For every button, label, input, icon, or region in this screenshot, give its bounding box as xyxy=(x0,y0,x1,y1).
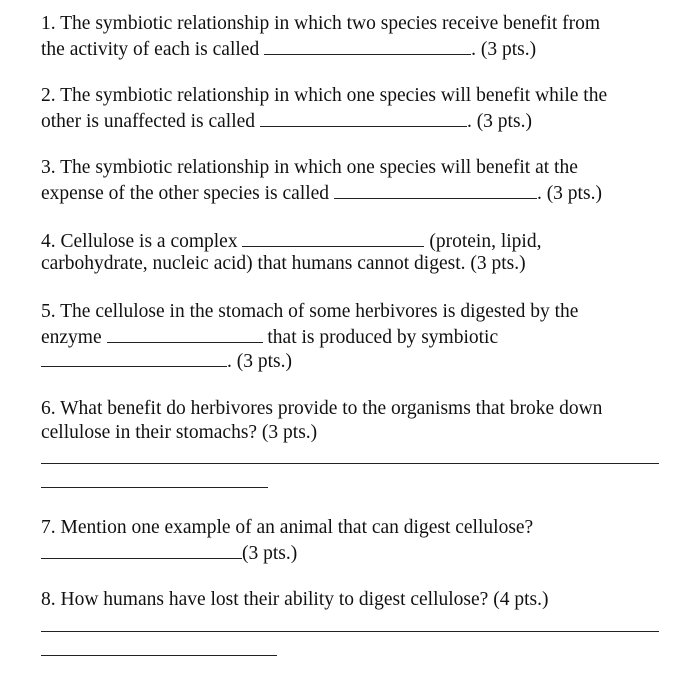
question-4-answer-blank[interactable] xyxy=(242,228,424,247)
question-4-options: (protein, lipid, xyxy=(429,231,542,252)
question-5-text-cont: that is produced by symbiotic xyxy=(267,327,499,348)
question-5-enzyme-blank[interactable] xyxy=(107,324,263,343)
question-5-enzyme-label: enzyme xyxy=(41,327,102,348)
question-7-points: (3 pts.) xyxy=(242,543,298,564)
question-5-points: . (3 pts.) xyxy=(227,351,292,372)
question-7-text: 7. Mention one example of an animal that can digest cellulose? xyxy=(41,517,534,538)
question-4 xyxy=(41,228,671,276)
question-8-answer-line-2[interactable] xyxy=(41,655,277,656)
question-1-points: . (3 pts.) xyxy=(471,39,537,60)
question-3-text-cont: expense of the other species is called xyxy=(41,183,330,204)
question-6-text-cont: cellulose in their stomachs? (3 pts.) xyxy=(41,422,318,443)
question-5-text: 5. The cellulose in the stomach of some herbivores is digested by the xyxy=(41,301,579,322)
question-6-text: 6. What benefit do herbivores provide to the organisms that broke down xyxy=(41,398,603,419)
question-7-answer-blank[interactable] xyxy=(41,540,242,559)
question-6-answer-line-1[interactable] xyxy=(41,463,659,464)
question-6 xyxy=(41,397,671,445)
question-1-text-cont: the activity of each is called xyxy=(41,39,260,60)
question-4-text: 4. Cellulose is a complex xyxy=(41,231,238,252)
question-3-points: . (3 pts.) xyxy=(536,183,602,204)
question-2-answer-blank[interactable] xyxy=(260,108,467,127)
question-2 xyxy=(41,84,671,132)
question-3-answer-blank[interactable] xyxy=(334,180,537,199)
question-3-text: 3. The symbiotic relationship in which one species will benefit at the xyxy=(41,157,578,178)
question-4-text-cont: carbohydrate, nucleic acid) that humans cannot digest. (3 pts.) xyxy=(41,253,526,274)
question-1 xyxy=(41,12,671,60)
question-1-text: 1. The symbiotic relationship in which two species receive benefit from xyxy=(41,13,601,34)
question-3 xyxy=(41,156,671,204)
question-2-points: . (3 pts.) xyxy=(466,111,532,132)
question-8 xyxy=(41,588,671,612)
question-2-text-cont: other is unaffected is called xyxy=(41,111,256,132)
question-5-organism-blank[interactable] xyxy=(41,348,227,367)
question-8-answer-line-1[interactable] xyxy=(41,631,659,632)
question-6-answer-line-2[interactable] xyxy=(41,487,268,488)
question-5 xyxy=(41,300,671,372)
question-7 xyxy=(41,516,671,564)
question-8-text: 8. How humans have lost their ability to digest cellulose? (4 pts.) xyxy=(41,589,549,610)
question-2-text: 2. The symbiotic relationship in which one species will benefit while the xyxy=(41,85,608,106)
question-1-answer-blank[interactable] xyxy=(264,36,471,55)
